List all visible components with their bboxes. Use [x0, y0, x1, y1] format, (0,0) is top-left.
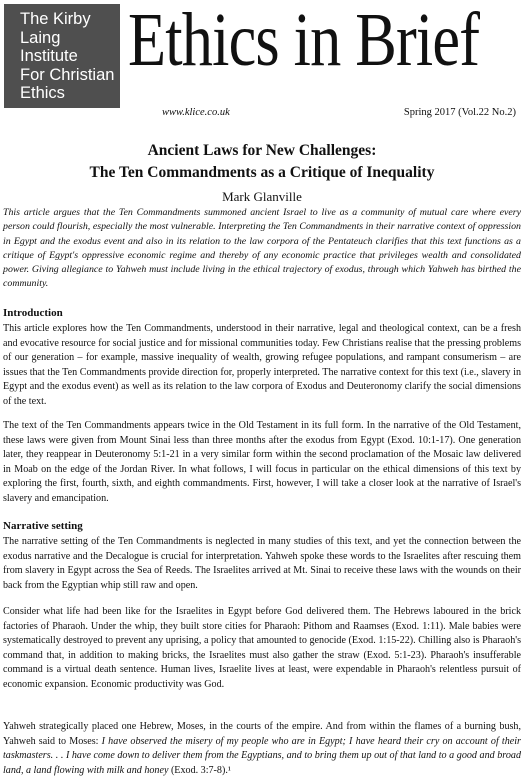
logo-line: Ethics — [20, 84, 65, 102]
body-paragraph — [3, 720, 521, 778]
body-paragraph: The narrative setting of the Ten Commandments is neglected in many studies of this text, and yet the connection between the exodus narrative and the Decalogue is crucial for interpretation. Yahweh spoke these words to the Israelites after rescuing them from slavery in Egypt across the Sea of Reeds. The Israelites arrived at Mt. Sinai to receive these laws with the wounds on their back from the Egyptian whip still raw and open. — [3, 536, 521, 591]
paragraph-text: Yahweh strategically placed one Hebrew, Moses, in the courts of the empire. And from within the flames of a burning bush, Yahweh said to Moses: — [3, 721, 521, 747]
narrative-setting-heading: Narrative setting — [3, 520, 83, 532]
logo-line: Institute — [20, 47, 78, 65]
logo-line: The Kirby — [20, 10, 91, 28]
masthead-title: Ethics in Brief — [128, 0, 480, 82]
body-paragraph: The text of the Ten Commandments appears twice in the Old Testament in its full form. In the narrative of the Old Testament, these laws were given from Mount Sinai less than three months after the exodus from Egypt (Exod. 10:1-17). One generation later, they reappear in Deuteronomy 5:1-21 in a very similar form within the second proclamation of the Mosaic law delivered in Moab on the edge of the Jordan River. In what follows, I will focus in particular on the ethical dimensions of this text by exploring the first, fourth, sixth, and eighth commandments. First, however, I will take a closer look at the narrative of Israel's slavery and emancipation. — [3, 420, 521, 504]
citation-text: (Exod. 3:7-8).¹ — [168, 764, 231, 776]
website-link[interactable]: www.klice.co.uk — [162, 107, 230, 118]
article-title: Ancient Laws for New Challenges: — [147, 142, 377, 159]
article-author: Mark Glanville — [222, 189, 302, 204]
issue-info: Spring 2017 (Vol.22 No.2) — [403, 107, 516, 118]
introduction-heading: Introduction — [3, 307, 63, 319]
body-paragraph: Consider what life had been like for the Israelites in Egypt before God delivered them. The Hebrews laboured in the brick factories of Pharaoh. Under the whip, they built store cities for Pharaoh: Pithom and Raamses (Exod. 1:11). Male babies were systematically destroyed to prevent any uprising, a policy that amounted to genocide (Exod. 1:15-22). Chilling also is Pharaoh's command that, in addition to making bricks, the Israelites must also gather the straw (Exod. 5:1-23). Pharaoh's insufferable command is a virtual death sentence. Human lives, Israelite lives at least, were expendable in Pharaoh's relentless pursuit of economic expansion. Economic productivity was God. — [3, 606, 521, 690]
logo-line: For Christian — [20, 65, 115, 84]
body-paragraph: This article explores how the Ten Commandments, understood in their narrative, legal and theological context, can be a fresh and evocative resource for social justice and for missional communities today. Few Christians realise that the pressing problems of our generation – for example, massive inequality of wealth, growing refugee populations, and rampant consumerism – are issues that the Ten Commandments provide direction for, properly interpreted. The narrative context for this text (i.e., slavery in Egypt and the exodus event) as well as its relation to the law corpora of Exodus and Deuteronomy clarify the social dimensions of the text. — [3, 323, 521, 407]
kirby-laing-logo — [4, 4, 120, 108]
scripture-quote: I have observed the misery of my people who are in Egypt; I have heard their cry on account of their taskmasters. . . I have come down to deliver them from the Egyptians, and to bring them up out of that land to a good and broad land, a land flowing with milk and honey — [3, 735, 521, 776]
article-abstract: This article argues that the Ten Commandments summoned ancient Israel to live as a community of mutual care where every person could flourish, especially the most vulnerable. Interpreting the Ten Commandments in their narrative context of oppression in Egypt and the exodus event and also in its relation to the law corpora of the Pentateuch clarifies that this text functions as a critique of Egypt's oppressive economic regime and thereby of any economic practice that privileges wealth and consolidated power. Giving allegiance to Yahweh must include living in the ethical trajectory of exodus, through which Yahweh has birthed the community. — [3, 207, 521, 290]
logo-line: Laing — [20, 28, 61, 47]
article-subtitle: The Ten Commandments as a Critique of Inequality — [89, 164, 435, 181]
